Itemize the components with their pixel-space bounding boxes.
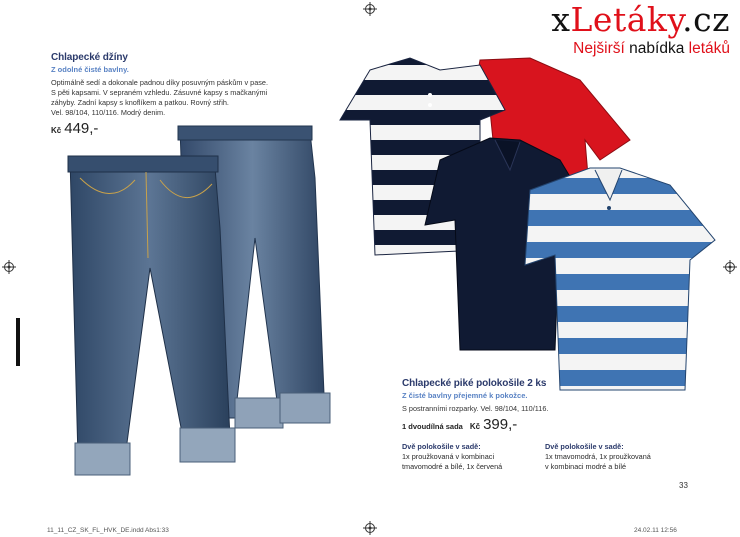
jeans-title: Chlapecké džíny <box>51 52 128 63</box>
footer-right: 24.02.11 12:56 <box>634 527 677 534</box>
registration-mark-icon <box>363 521 377 535</box>
polo-price: 1 dvoudílná sada Kč 399,- <box>402 416 518 433</box>
edge-marker <box>16 318 20 366</box>
jeans-subtitle: Z odolné čisté bavlny. <box>51 65 129 74</box>
footer-left: 11_11_CZ_SK_FL_HVK_DE.indd Abs1:33 <box>47 527 169 534</box>
polo-subtitle: Z čisté bavlny přejemné k pokožce. <box>402 391 528 400</box>
logo-suffix: .cz <box>682 0 730 39</box>
polo-set-left: Dvě polokošile v sadě: 1x proužkovaná v kombinaci tmavomodré a bílé, 1x červená <box>402 442 503 471</box>
polo-description: S postranními rozparky. Vel. 98/104, 110/116. <box>402 404 549 413</box>
jeans-description: Optimálně sedí a dokonale padnou díky posuvným páskům v pase. S pěti kapsami. V sepraném vzhledu. Zásuvné kapsy s mačkanými záhyby. Zadní kapsy s knoflíkem a patkou. Rovný střih. Vel. 98/104, 110/116. Modrý denim. <box>51 78 269 117</box>
polo-shirts-image <box>330 50 730 395</box>
jeans-price: Kč 449,- <box>51 120 99 137</box>
registration-mark-icon <box>363 2 377 16</box>
jeans-image <box>40 118 340 498</box>
logo-main: Letáky <box>570 0 683 39</box>
polo-info <box>402 378 722 433</box>
page-number: 33 <box>679 481 688 490</box>
brand-tagline: Nejširší nabídka letáků <box>573 40 730 57</box>
logo-prefix: x <box>551 0 571 39</box>
polo-title: Chlapecké piké polokošile 2 ks <box>402 378 547 389</box>
polo-set-right: Dvě polokošile v sadě: 1x tmavomodrá, 1x proužkovaná v kombinaci modré a bílé <box>545 442 651 471</box>
registration-mark-icon <box>2 260 16 274</box>
